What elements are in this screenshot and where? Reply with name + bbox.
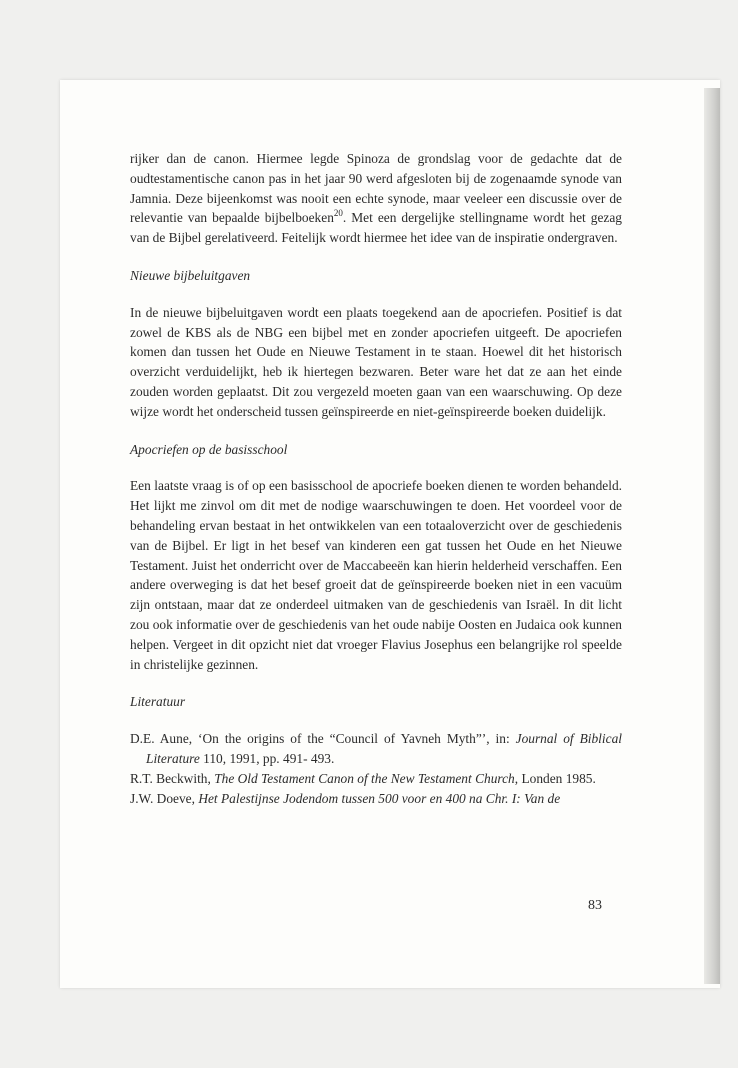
entry-author: J.W. Doeve, <box>130 790 199 806</box>
entry-title: The Old Testament Canon of the New Testament Church <box>214 770 515 786</box>
literature-entry <box>130 769 622 789</box>
literature-entry <box>130 789 622 809</box>
entry-author: R.T. Beckwith, <box>130 770 215 786</box>
entry-details: 110, 1991, pp. 491- 493. <box>199 750 335 766</box>
footnote-marker: 20 <box>333 208 343 219</box>
paragraph-text: rijker dan de canon. Hiermee legde Spinoza de grondslag voor de gedachte dat de oudtestamentische canon pas in het jaar 90 werd afgesloten bij de zogenaamde synode van Jamnia. Deze bijeenkomst was nooit een echte synode, maar veeleer een discussie over de relevantie van bepaalde bijbelboeken <box>130 151 622 226</box>
entry-title: Het Palestijnse Jodendom tussen 500 voor en 400 na Chr. I: Van de <box>198 790 561 806</box>
page-number: 83 <box>588 898 602 913</box>
paragraph: In de nieuwe bijbeluitgaven wordt een plaats toegekend aan de apocriefen. Positief is dat zowel de KBS als de NBG een bijbel met en zonder apocriefen uitgeeft. De apocriefen komen dan tussen het Oude en Nieuwe Testament in te staan. Hoewel dit het historisch overzicht verduidelijkt, heb ik hiertegen bezwaren. Beter ware het dat ze aan het einde zouden worden geplaatst. Dit zou vergezeld moeten gaan van een waarschuwing. Op deze wijze wordt het onderscheid tussen geïnspireerde en niet-geïnspireerde boeken duidelijk. <box>130 304 622 419</box>
entry-author: D.E. Aune, ‘On the origins of the “Council of Yavneh Myth”’, in: <box>130 731 516 747</box>
page-edge-stack <box>704 88 720 984</box>
section-heading: Nieuwe bijbeluitgaven <box>130 267 251 283</box>
literature-entry <box>130 729 622 769</box>
page-content <box>130 149 622 808</box>
paragraph: Een laatste vraag is of op een basisschool de apocriefe boeken dienen te worden behandeld. Het lijkt me zinvol om dit met de nodige waarschuwingen te doen. Het voordeel voor de behandeling ervan bestaat in het ontwikkelen van een totaaloverzicht over de geschiedenis van de Bijbel. Er ligt in het besef van kinderen een gat tussen het Oude en het Nieuwe Testament. Juist het onderricht over de Maccabeeën kan hierin helderheid verschaffen. Een andere overweging is dat het besef groeit dat de geïnspireerde boeken niet in een vacuüm zijn ontstaan, maar dat ze onderdeel uitmaken van de geschiedenis van Israël. In dit licht zou ook informatie over de geschiedenis van het oude nabije Oosten en Judaica ook kunnen helpen. Vergeet in dit opzicht niet dat vroeger Flavius Josephus een belangrijke rol speelde in christelijke gezinnen. <box>130 478 622 672</box>
section-heading: Apocriefen op de basisschool <box>130 441 288 457</box>
paragraph-text-continued: . Met een dergelijke stellingname wordt het gezag van de Bijbel gerelativeerd. Feitelijk wordt hiermee het idee van de inspiratie ondergraven. <box>130 210 622 246</box>
entry-title: Journal of Biblical Literature <box>146 731 622 766</box>
section-heading: Literatuur <box>130 694 186 710</box>
literature-list <box>130 729 622 808</box>
entry-details: , Londen 1985. <box>514 770 596 786</box>
paragraph <box>130 149 622 248</box>
